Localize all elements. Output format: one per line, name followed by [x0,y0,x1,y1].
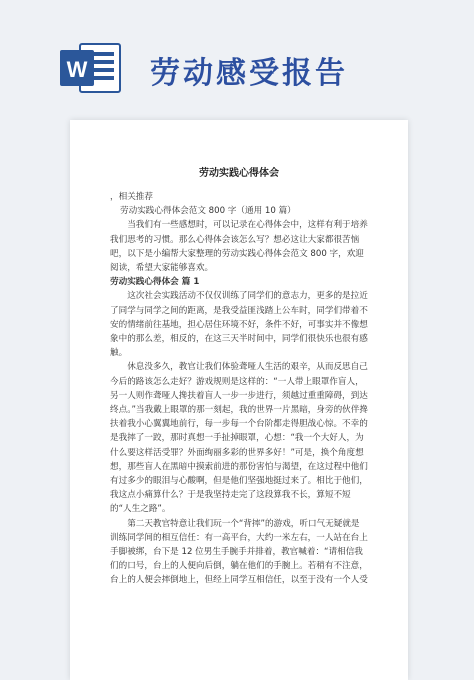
body-paragraph: 第二天教官特意让我们玩一个“背摔”的游戏，听口气无疑就是训练同学间的相互信任：有一高平台，大约一米左右，一人站在台上手脚被绑，台下是 12 位男生手腕手并排着，教官喊着：“请相信我们的口号，台上的人便向后倒，躺在他们的手腕上。若稍有不注意，台上的人便会摔倒地上，但经上同学互相信任，以至于没有一个人受 [110,518,368,586]
related-link[interactable]: 劳动实践心得体会范文 800 字（通用 10 篇） [120,206,296,217]
document-body [110,190,368,588]
banner-title: 劳动感受报告 [150,56,348,91]
related-label: ，相关推荐 [110,192,153,202]
intro-paragraph: 当我们有一些感想时，可以记录在心得体会中，这样有利于培养我们思考的习惯。那么心得体会该怎么写？想必这让大家都很苦恼吧，以下是小编帮大家整理的劳动实践心得体会范文 800 字，欢迎阅读，希望大家能够喜欢。 [110,220,368,274]
section-heading: 劳动实践心得体会 篇 1 [110,277,200,288]
document-title: 劳动实践心得体会 [199,168,279,179]
document-page [70,120,408,680]
banner [0,0,474,120]
word-document-icon [58,40,122,96]
body-paragraph: 休息没多久，教官让我们体验聋哑人生活的艰辛，从而反思自己今后的路该怎么走好？游戏规则是这样的：“一人带上眼罩作盲人，另一人则作聋哑人搀扶着盲人一步一步进行，须越过重重障碍，到达终点。”当我戴上眼罩的那一刻起，我的世界一片黑暗，身旁的伙伴搀扶着我小心翼翼地前行，每一步每一个台阶都走得胆战心惊。不幸的是我摔了一跤，那时真想一手扯掉眼罩，心想：“我一个大好人，为什么要这样活受罪？外面绚丽多彩的世界多好！”可是，换个角度想想，那些盲人在黑暗中摸索前进的那份害怕与渴望，在这过程中他们有过多少的眼泪与心酸啊，但是他们坚强地挺过来了。相比于他们，我这点小痛算什么？于是我坚持走完了这段算我不长，算短不短的“人生之路”。 [110,362,368,515]
logo-letter: W [66,57,88,82]
body-paragraph: 这次社会实践活动不仅仅训练了同学们的意志力，更多的是拉近了同学与同学之间的距离，是我受益匪浅踏上公车时，同学们带着不安的情绪前往基地，担心居住环境不好，条件不好，可事实并不像想象中的那么差，相反的，在这三天半时间中，同学们很快乐也很有感触。 [110,291,368,359]
